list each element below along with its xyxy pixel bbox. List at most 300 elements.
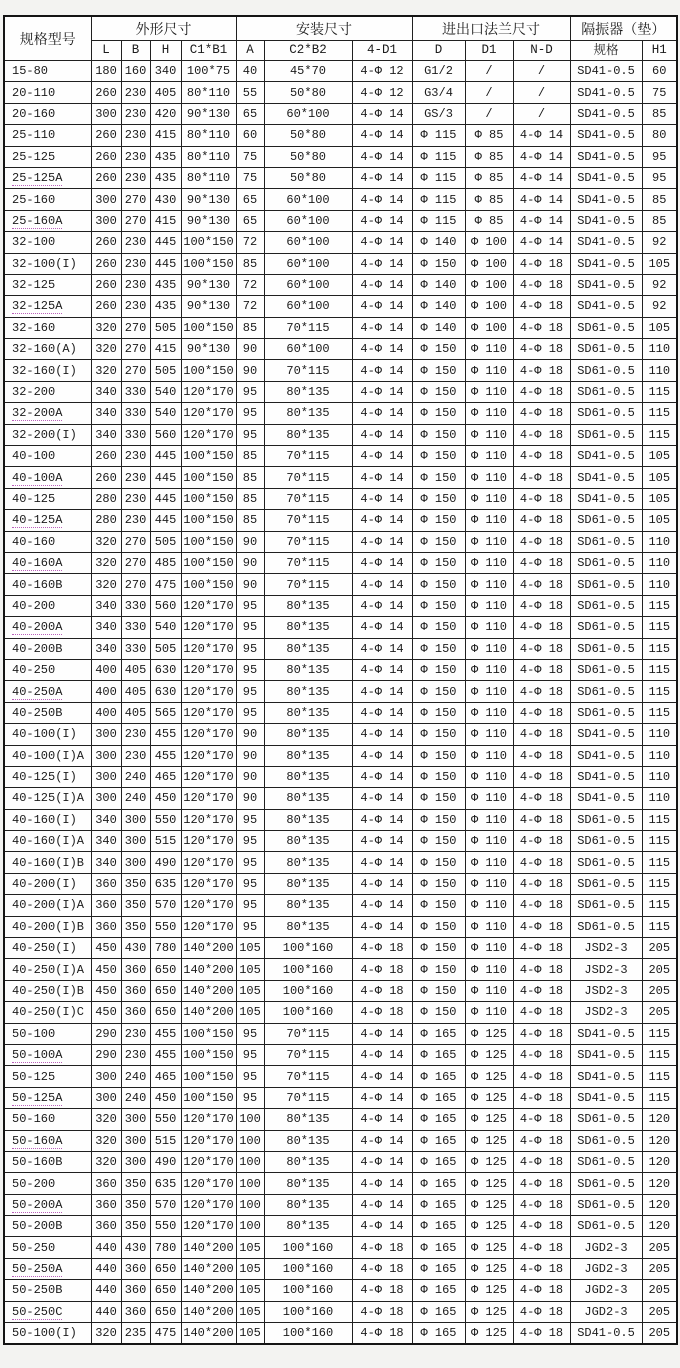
value-cell: 650 xyxy=(150,1002,181,1023)
value-cell: 205 xyxy=(642,980,677,1001)
value-cell: Φ 140 xyxy=(412,317,465,338)
value-cell: 485 xyxy=(150,552,181,573)
value-cell: 105 xyxy=(236,1301,264,1322)
value-cell: Φ 150 xyxy=(412,959,465,980)
value-cell: 330 xyxy=(121,595,150,616)
value-cell: 115 xyxy=(642,1044,677,1065)
value-cell: 650 xyxy=(150,1280,181,1301)
value-cell: 70*115 xyxy=(264,552,352,573)
value-cell: 80*135 xyxy=(264,1151,352,1172)
value-cell: Φ 110 xyxy=(465,873,513,894)
value-cell: 70*115 xyxy=(264,1044,352,1065)
model-cell xyxy=(4,1087,91,1108)
value-cell: SD61-0.5 xyxy=(570,424,642,445)
value-cell: 115 xyxy=(642,659,677,680)
value-cell: 80*135 xyxy=(264,1216,352,1237)
value-cell: SD41-0.5 xyxy=(570,766,642,787)
value-cell: 105 xyxy=(236,1002,264,1023)
value-cell: 4-Φ 18 xyxy=(352,1237,412,1258)
value-cell: 360 xyxy=(91,895,121,916)
value-cell: Φ 125 xyxy=(465,1066,513,1087)
table-row xyxy=(4,446,677,467)
value-cell: 4-Φ 18 xyxy=(513,1087,570,1108)
value-cell: 270 xyxy=(121,552,150,573)
table-row xyxy=(4,809,677,830)
table-row xyxy=(4,745,677,766)
value-cell: 85 xyxy=(236,488,264,509)
value-cell: Φ 150 xyxy=(412,595,465,616)
value-cell: 230 xyxy=(121,488,150,509)
value-cell: 60*100 xyxy=(264,210,352,231)
value-cell: 415 xyxy=(150,210,181,231)
value-cell: SD41-0.5 xyxy=(570,125,642,146)
value-cell: 75 xyxy=(236,146,264,167)
value-cell: 320 xyxy=(91,317,121,338)
value-cell: 260 xyxy=(91,125,121,146)
value-cell: 4-Φ 18 xyxy=(513,766,570,787)
value-cell: 60 xyxy=(236,125,264,146)
value-cell: 4-Φ 18 xyxy=(513,895,570,916)
value-cell: 400 xyxy=(91,702,121,723)
table-row xyxy=(4,103,677,124)
model-label: 40-160(I)A xyxy=(12,834,85,849)
value-cell: Φ 115 xyxy=(412,189,465,210)
value-cell: SD61-0.5 xyxy=(570,360,642,381)
model-label: 40-200(I)A xyxy=(12,898,85,913)
model-cell xyxy=(4,552,91,573)
value-cell: 100*160 xyxy=(264,1280,352,1301)
value-cell: 4-Φ 18 xyxy=(352,1258,412,1279)
model-cell xyxy=(4,531,91,552)
value-cell: Φ 125 xyxy=(465,1216,513,1237)
model-label: 40-200 xyxy=(12,598,56,613)
value-cell: Φ 165 xyxy=(412,1109,465,1130)
value-cell: 105 xyxy=(642,488,677,509)
value-cell: 240 xyxy=(121,788,150,809)
value-cell: 100 xyxy=(236,1216,264,1237)
value-cell: 80*135 xyxy=(264,381,352,402)
value-cell: 4-Φ 18 xyxy=(352,938,412,959)
value-cell: 205 xyxy=(642,1258,677,1279)
value-cell: 270 xyxy=(121,317,150,338)
value-cell: 95 xyxy=(236,381,264,402)
value-cell: Φ 165 xyxy=(412,1216,465,1237)
col-group-flange-dimensions: 进出口法兰尺寸 xyxy=(412,16,570,41)
value-cell: 4-Φ 18 xyxy=(513,552,570,573)
value-cell: SD41-0.5 xyxy=(570,232,642,253)
value-cell: Φ 165 xyxy=(412,1258,465,1279)
value-cell: 4-Φ 14 xyxy=(352,574,412,595)
value-cell: 360 xyxy=(91,1194,121,1215)
value-cell: 350 xyxy=(121,1216,150,1237)
model-label: 40-160 xyxy=(12,534,56,549)
value-cell: 140*200 xyxy=(181,938,236,959)
value-cell: 110 xyxy=(642,788,677,809)
value-cell: 40 xyxy=(236,61,264,82)
table-row xyxy=(4,232,677,253)
value-cell: Φ 110 xyxy=(465,788,513,809)
value-cell: SD41-0.5 xyxy=(570,745,642,766)
value-cell: 550 xyxy=(150,809,181,830)
model-label: 40-160B xyxy=(12,577,63,592)
value-cell: 330 xyxy=(121,403,150,424)
value-cell: 115 xyxy=(642,916,677,937)
value-cell: 140*200 xyxy=(181,980,236,1001)
model-cell xyxy=(4,61,91,82)
spec-table-body xyxy=(4,61,677,1344)
value-cell: 110 xyxy=(642,574,677,595)
value-cell: 4-Φ 14 xyxy=(352,1130,412,1151)
value-cell: 100*150 xyxy=(181,446,236,467)
value-cell: Φ 110 xyxy=(465,702,513,723)
value-cell: 4-Φ 18 xyxy=(513,681,570,702)
value-cell: 50*80 xyxy=(264,82,352,103)
value-cell: 320 xyxy=(91,552,121,573)
model-cell xyxy=(4,446,91,467)
value-cell: 4-Φ 18 xyxy=(513,745,570,766)
value-cell: 110 xyxy=(642,766,677,787)
value-cell: 100*150 xyxy=(181,1023,236,1044)
value-cell: 205 xyxy=(642,1301,677,1322)
value-cell: SD41-0.5 xyxy=(570,1066,642,1087)
value-cell: 230 xyxy=(121,467,150,488)
model-cell xyxy=(4,681,91,702)
value-cell: 340 xyxy=(91,403,121,424)
header-group-row xyxy=(4,16,677,41)
value-cell: 110 xyxy=(642,531,677,552)
value-cell: 110 xyxy=(642,360,677,381)
value-cell: 230 xyxy=(121,510,150,531)
value-cell: 120*170 xyxy=(181,916,236,937)
value-cell: 4-Φ 14 xyxy=(352,638,412,659)
value-cell: 115 xyxy=(642,403,677,424)
table-row xyxy=(4,1323,677,1344)
value-cell: SD61-0.5 xyxy=(570,1130,642,1151)
value-cell: 80*135 xyxy=(264,895,352,916)
value-cell: Φ 110 xyxy=(465,745,513,766)
table-row xyxy=(4,1002,677,1023)
col-header-C1B1: C1*B1 xyxy=(181,41,236,61)
value-cell: 100*150 xyxy=(181,467,236,488)
value-cell: 4-Φ 18 xyxy=(513,852,570,873)
value-cell: 780 xyxy=(150,1237,181,1258)
model-label: 40-200B xyxy=(12,641,63,656)
model-cell xyxy=(4,895,91,916)
value-cell: 140*200 xyxy=(181,1301,236,1322)
value-cell: 4-Φ 18 xyxy=(513,1023,570,1044)
value-cell: 115 xyxy=(642,1023,677,1044)
value-cell: 65 xyxy=(236,210,264,231)
table-row xyxy=(4,1258,677,1279)
value-cell: 80*135 xyxy=(264,831,352,852)
value-cell: SD61-0.5 xyxy=(570,510,642,531)
value-cell: 4-Φ 18 xyxy=(513,1194,570,1215)
value-cell: 75 xyxy=(642,82,677,103)
model-cell xyxy=(4,510,91,531)
value-cell: 100*160 xyxy=(264,938,352,959)
value-cell: Φ 150 xyxy=(412,659,465,680)
value-cell: 50*80 xyxy=(264,167,352,188)
value-cell: 80*110 xyxy=(181,125,236,146)
value-cell: 4-Φ 18 xyxy=(513,980,570,1001)
model-cell xyxy=(4,959,91,980)
value-cell: Φ 125 xyxy=(465,1130,513,1151)
model-label: 40-200A xyxy=(12,620,63,635)
value-cell: 4-Φ 14 xyxy=(513,167,570,188)
value-cell: 455 xyxy=(150,1023,181,1044)
value-cell: 330 xyxy=(121,381,150,402)
value-cell: Φ 125 xyxy=(465,1173,513,1194)
value-cell: Φ 115 xyxy=(412,167,465,188)
value-cell: 60*100 xyxy=(264,103,352,124)
value-cell: 90*130 xyxy=(181,103,236,124)
value-cell: 420 xyxy=(150,103,181,124)
value-cell: 85 xyxy=(236,317,264,338)
model-cell xyxy=(4,852,91,873)
table-row xyxy=(4,1173,677,1194)
value-cell: 120*170 xyxy=(181,424,236,445)
value-cell: 100*160 xyxy=(264,980,352,1001)
value-cell: 80*135 xyxy=(264,638,352,659)
value-cell: Φ 85 xyxy=(465,167,513,188)
value-cell: 4-Φ 18 xyxy=(513,1044,570,1065)
value-cell: Φ 125 xyxy=(465,1109,513,1130)
table-row xyxy=(4,595,677,616)
model-label: 40-125(I) xyxy=(12,770,77,785)
value-cell: 4-Φ 18 xyxy=(513,274,570,295)
value-cell: SD41-0.5 xyxy=(570,189,642,210)
value-cell: 230 xyxy=(121,745,150,766)
value-cell: SD61-0.5 xyxy=(570,1109,642,1130)
value-cell: 120*170 xyxy=(181,681,236,702)
value-cell: 300 xyxy=(121,1151,150,1172)
model-cell xyxy=(4,403,91,424)
value-cell: 4-Φ 18 xyxy=(513,1173,570,1194)
value-cell: 105 xyxy=(642,253,677,274)
value-cell: 80*110 xyxy=(181,167,236,188)
value-cell: 100 xyxy=(236,1151,264,1172)
value-cell: Φ 110 xyxy=(465,659,513,680)
value-cell: 65 xyxy=(236,189,264,210)
value-cell: 205 xyxy=(642,1280,677,1301)
value-cell: 120*170 xyxy=(181,403,236,424)
value-cell: 120 xyxy=(642,1151,677,1172)
value-cell: 70*115 xyxy=(264,1087,352,1108)
model-label: 20-110 xyxy=(12,85,56,100)
value-cell: 445 xyxy=(150,232,181,253)
model-cell xyxy=(4,980,91,1001)
value-cell: 4-Φ 18 xyxy=(513,724,570,745)
model-label: 40-125(I)A xyxy=(12,791,85,806)
value-cell: SD61-0.5 xyxy=(570,1173,642,1194)
model-cell xyxy=(4,873,91,894)
value-cell: Φ 100 xyxy=(465,253,513,274)
table-row xyxy=(4,360,677,381)
value-cell: Φ 150 xyxy=(412,852,465,873)
value-cell: 4-Φ 14 xyxy=(352,617,412,638)
value-cell: 120*170 xyxy=(181,659,236,680)
value-cell: 440 xyxy=(91,1237,121,1258)
col-header-4D1: 4-D1 xyxy=(352,41,412,61)
value-cell: 80*135 xyxy=(264,1194,352,1215)
value-cell: 115 xyxy=(642,1087,677,1108)
value-cell: 300 xyxy=(91,1087,121,1108)
model-cell xyxy=(4,1151,91,1172)
value-cell: 4-Φ 14 xyxy=(352,895,412,916)
value-cell: Φ 165 xyxy=(412,1194,465,1215)
value-cell: SD61-0.5 xyxy=(570,339,642,360)
value-cell: 4-Φ 14 xyxy=(352,296,412,317)
value-cell: 105 xyxy=(236,1237,264,1258)
value-cell: 92 xyxy=(642,274,677,295)
value-cell: 4-Φ 18 xyxy=(352,1002,412,1023)
value-cell: 240 xyxy=(121,1066,150,1087)
value-cell: 80*110 xyxy=(181,82,236,103)
value-cell: SD41-0.5 xyxy=(570,274,642,295)
value-cell: 550 xyxy=(150,1216,181,1237)
value-cell: 105 xyxy=(236,980,264,1001)
value-cell: 80*135 xyxy=(264,403,352,424)
value-cell: Φ 110 xyxy=(465,552,513,573)
table-row xyxy=(4,339,677,360)
model-label: 50-125 xyxy=(12,1069,56,1084)
value-cell: 4-Φ 14 xyxy=(352,510,412,531)
model-label: 32-160(I) xyxy=(12,363,77,378)
value-cell: 120 xyxy=(642,1216,677,1237)
value-cell: 205 xyxy=(642,1323,677,1344)
value-cell: 100*150 xyxy=(181,488,236,509)
table-row xyxy=(4,317,677,338)
value-cell: 350 xyxy=(121,895,150,916)
value-cell: Φ 165 xyxy=(412,1066,465,1087)
value-cell: 4-Φ 14 xyxy=(352,253,412,274)
value-cell: 70*115 xyxy=(264,360,352,381)
value-cell: Φ 110 xyxy=(465,831,513,852)
value-cell: 4-Φ 12 xyxy=(352,82,412,103)
model-cell xyxy=(4,638,91,659)
model-cell xyxy=(4,1066,91,1087)
model-cell xyxy=(4,274,91,295)
value-cell: 260 xyxy=(91,467,121,488)
model-label: 40-125 xyxy=(12,492,56,506)
model-label: 40-125A xyxy=(12,513,63,528)
value-cell: Φ 150 xyxy=(412,916,465,937)
value-cell: 4-Φ 14 xyxy=(352,1066,412,1087)
table-row xyxy=(4,381,677,402)
value-cell: 4-Φ 18 xyxy=(513,574,570,595)
value-cell: 4-Φ 18 xyxy=(513,1151,570,1172)
value-cell: 120 xyxy=(642,1173,677,1194)
value-cell: 120 xyxy=(642,1109,677,1130)
value-cell: 300 xyxy=(91,210,121,231)
value-cell: 115 xyxy=(642,831,677,852)
value-cell: 430 xyxy=(121,938,150,959)
value-cell: 80*135 xyxy=(264,745,352,766)
model-cell xyxy=(4,938,91,959)
value-cell: 70*115 xyxy=(264,1066,352,1087)
value-cell: 70*115 xyxy=(264,488,352,509)
value-cell: 60 xyxy=(642,61,677,82)
value-cell: 95 xyxy=(236,852,264,873)
value-cell: 95 xyxy=(236,617,264,638)
model-cell xyxy=(4,253,91,274)
sub-header-row xyxy=(4,41,677,61)
value-cell: 100 xyxy=(236,1194,264,1215)
model-cell xyxy=(4,659,91,680)
value-cell: 560 xyxy=(150,424,181,445)
value-cell: 115 xyxy=(642,595,677,616)
value-cell: 445 xyxy=(150,467,181,488)
value-cell: 4-Φ 14 xyxy=(352,681,412,702)
value-cell: Φ 110 xyxy=(465,916,513,937)
value-cell: 4-Φ 14 xyxy=(352,274,412,295)
value-cell: 95 xyxy=(236,403,264,424)
model-label: 40-250(I)A xyxy=(12,962,85,977)
value-cell: 465 xyxy=(150,1066,181,1087)
model-cell xyxy=(4,809,91,830)
value-cell: 4-Φ 18 xyxy=(352,1323,412,1344)
value-cell: 550 xyxy=(150,916,181,937)
value-cell: Φ 165 xyxy=(412,1151,465,1172)
model-label: 50-200B xyxy=(12,1219,63,1234)
table-row xyxy=(4,852,677,873)
value-cell: 230 xyxy=(121,724,150,745)
table-row xyxy=(4,82,677,103)
value-cell: 235 xyxy=(121,1323,150,1344)
value-cell: 80*135 xyxy=(264,702,352,723)
value-cell: Φ 140 xyxy=(412,296,465,317)
value-cell: 300 xyxy=(121,1109,150,1130)
value-cell: 95 xyxy=(236,1023,264,1044)
value-cell: 320 xyxy=(91,360,121,381)
model-label: 50-250A xyxy=(12,1262,63,1277)
value-cell: 4-Φ 18 xyxy=(513,381,570,402)
value-cell: 280 xyxy=(91,488,121,509)
table-row xyxy=(4,1130,677,1151)
value-cell: 4-Φ 18 xyxy=(513,1066,570,1087)
value-cell: SD61-0.5 xyxy=(570,659,642,680)
value-cell: SD61-0.5 xyxy=(570,381,642,402)
value-cell: 450 xyxy=(91,959,121,980)
model-label: 32-125A xyxy=(12,299,63,314)
value-cell: Φ 150 xyxy=(412,552,465,573)
value-cell: 360 xyxy=(121,1258,150,1279)
value-cell: 4-Φ 12 xyxy=(352,61,412,82)
model-cell xyxy=(4,1216,91,1237)
value-cell: 110 xyxy=(642,339,677,360)
value-cell: 230 xyxy=(121,253,150,274)
value-cell: 95 xyxy=(236,424,264,445)
value-cell: 505 xyxy=(150,638,181,659)
value-cell: 540 xyxy=(150,381,181,402)
value-cell: Φ 110 xyxy=(465,681,513,702)
model-cell xyxy=(4,702,91,723)
value-cell: 540 xyxy=(150,403,181,424)
model-cell xyxy=(4,916,91,937)
value-cell: Φ 165 xyxy=(412,1280,465,1301)
value-cell: 90 xyxy=(236,574,264,595)
model-label: 50-100 xyxy=(12,1026,56,1041)
value-cell: 95 xyxy=(236,702,264,723)
value-cell: 100*150 xyxy=(181,360,236,381)
value-cell: 4-Φ 14 xyxy=(352,189,412,210)
value-cell: 115 xyxy=(642,809,677,830)
table-row xyxy=(4,1023,677,1044)
value-cell: 4-Φ 14 xyxy=(352,210,412,231)
value-cell: 570 xyxy=(150,1194,181,1215)
value-cell: 90*130 xyxy=(181,339,236,360)
model-label: 40-160(I)B xyxy=(12,855,85,870)
